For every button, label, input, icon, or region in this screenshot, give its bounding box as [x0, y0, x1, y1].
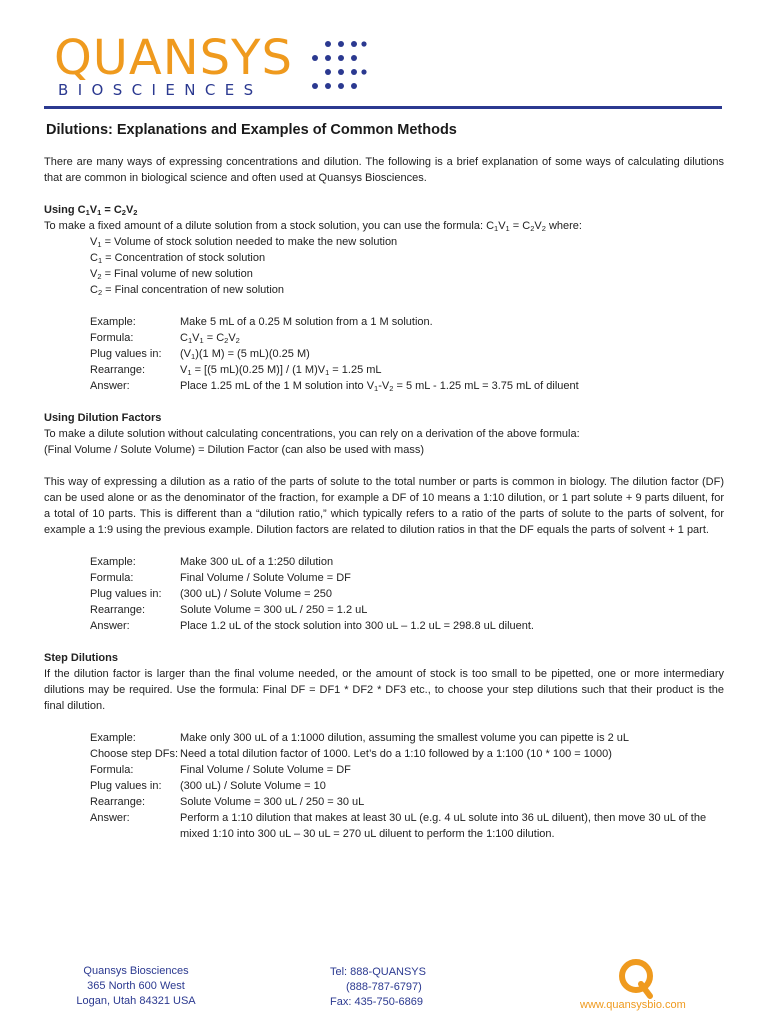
example-value: Make 300 uL of a 1:250 dilution [180, 556, 334, 568]
brand-subtitle: BIOSCIENCES [58, 81, 263, 99]
example-label: Formula: [90, 764, 134, 776]
example-value: Place 1.25 mL of the 1 M solution into $V_1-V_2 = 5$ mL - 1.25 mL = 3.75 mL of diluent [180, 380, 579, 393]
example-row [44, 362, 724, 378]
example-row [44, 618, 724, 634]
phone-number: Tel: 888-QUANSYS [330, 966, 426, 978]
address-line: Quansys Biosciences [83, 965, 189, 977]
c1v1-intro-line: To make a fixed amount of a dilute solution from a stock solution, you can use the formula: $C_1V_1 = C_2V_2$ where: [44, 220, 582, 233]
example-row [44, 330, 724, 346]
example-row [44, 778, 724, 794]
letterhead [52, 30, 722, 110]
website-link[interactable]: www.quansysbio.com [580, 999, 686, 1011]
example-value: Final Volume / Solute Volume = DF [180, 764, 351, 776]
page-title: Dilutions: Explanations and Examples of Common Methods [46, 122, 457, 138]
example-value: Place 1.2 uL of the stock solution into 300 uL – 1.2 uL = 298.8 uL diluent. [180, 620, 534, 632]
example-label: Plug values in: [90, 348, 162, 360]
document-body [44, 116, 724, 842]
example-value: Solute Volume = 300 uL / 250 = 1.2 uL [180, 604, 368, 616]
example-row [44, 730, 724, 746]
definition-item: $V_1$ = Volume of stock solution needed to make the new solution [90, 236, 398, 249]
example-label: Answer: [90, 812, 130, 824]
example-label: Plug values in: [90, 588, 162, 600]
footer-contact [330, 965, 460, 1010]
example-row [44, 346, 724, 362]
section-heading-dilution-factors: Using Dilution Factors [44, 412, 162, 424]
fax-number: Fax: 435-750-6869 [330, 996, 423, 1008]
footer-address [76, 964, 196, 1009]
example-value: $C_1V_1 = C_2V_2$ [180, 332, 240, 345]
example-row [44, 602, 724, 618]
intro-paragraph: There are many ways of expressing concentrations and dilution. The following is a brief explanation of some ways of calculating dilutions that are common in biological science and often used at Quansys Biosciences. [44, 156, 724, 184]
example-label: Formula: [90, 572, 134, 584]
example-value: $(V_1)(1$ M) = (5 mL)(0.25 M) [180, 348, 310, 361]
example-block-dilution-factor [44, 554, 724, 634]
example-label: Formula: [90, 332, 134, 344]
example-row [44, 554, 724, 570]
dilution-factor-formula: (Final Volume / Solute Volume) = Dilution Factor (can also be used with mass) [44, 444, 424, 456]
example-value: Make only 300 uL of a 1:1000 dilution, assuming the smallest volume you can pipette is 2 uL [180, 732, 630, 744]
example-value: (300 uL) / Solute Volume = 250 [180, 588, 332, 600]
example-value: Perform a 1:10 dilution that makes at least 30 uL (e.g. 4 uL solute into 36 uL diluent), then move 30 uL of the mixed 1:10 into 300 uL – 30 uL = 270 uL diluent to perform the 1:100 dilution. [180, 812, 707, 840]
address-line: 365 North 600 West [87, 980, 185, 992]
example-block-step-dilutions [44, 730, 724, 842]
example-row [44, 570, 724, 586]
example-value: Final Volume / Solute Volume = DF [180, 572, 351, 584]
example-label: Example: [90, 732, 136, 744]
example-value: Need a total dilution factor of 1000. Let’s do a 1:10 followed by a 1:100 (10 * 100 = 1000) [180, 748, 612, 760]
footer [0, 960, 768, 1024]
q-logo-icon [614, 956, 658, 1000]
dot-grid-icon [306, 38, 368, 98]
phone-number-digits: (888-787-6797) [346, 981, 422, 993]
step-dilutions-paragraph: If the dilution factor is larger than the final volume needed, or the amount of stock is too small to be pipetted, one or more intermediary dilutions may be required. Use the formula: Final DF = DF1 * DF2 * DF3 etc., to choose your step dilutions such that their product is the final dilution. [44, 668, 724, 712]
example-label: Rearrange: [90, 604, 146, 616]
example-row [44, 378, 724, 394]
example-label: Example: [90, 556, 136, 568]
example-label: Choose step DFs: [90, 748, 179, 760]
definition-item: $C_2$ = Final concentration of new solution [90, 284, 285, 297]
section-heading-c1v1: Using $C_1V_1 = C_2V_2$ [44, 204, 138, 217]
dilution-factor-paragraph: This way of expressing a dilution as a ratio of the parts of solute to the total number or parts is common in biology. The dilution factor (DF) can be used alone or as the denominator of the fraction, for example a DF of 10 means a 1:10 dilution, or 1 part solute + 9 parts diluent, for a total of 10 parts. This is different than a “dilution ratio,” which typically refers to a ratio of the parts of solute to the parts of solvent, for example a 1:9 using the previous example. Dilution factors are related to dilution ratios in that the DF equals the parts of solvent + 1 part. [44, 476, 724, 536]
example-row [44, 810, 724, 842]
example-value: Solute Volume = 300 uL / 250 = 30 uL [180, 796, 365, 808]
section-heading-step-dilutions: Step Dilutions [44, 652, 118, 664]
definition-item: $V_2$ = Final volume of new solution [90, 268, 253, 281]
example-row [44, 794, 724, 810]
example-label: Answer: [90, 620, 130, 632]
example-label: Answer: [90, 380, 130, 392]
dilution-factor-intro: To make a dilute solution without calculating concentrations, you can rely on a derivation of the above formula: [44, 428, 580, 440]
address-line: Logan, Utah 84321 USA [76, 995, 196, 1007]
example-label: Rearrange: [90, 796, 146, 808]
example-row [44, 314, 724, 330]
brand-name: QUANSYS [54, 30, 293, 86]
example-value: Make 5 mL of a 0.25 M solution from a 1 M solution. [180, 316, 433, 328]
example-value: $V_1 = [(5$ mL)(0.25 M)] / (1 $M)V_1 = 1.25$ mL [180, 364, 382, 377]
example-row [44, 746, 724, 762]
example-label: Plug values in: [90, 780, 162, 792]
header-rule [44, 106, 722, 109]
definition-item: $C_1$ = Concentration of stock solution [90, 252, 266, 265]
example-block-c1v1 [44, 314, 724, 394]
example-value: (300 uL) / Solute Volume = 10 [180, 780, 326, 792]
example-row [44, 762, 724, 778]
example-label: Rearrange: [90, 364, 146, 376]
example-label: Example: [90, 316, 136, 328]
example-row [44, 586, 724, 602]
variable-definitions [44, 234, 724, 298]
